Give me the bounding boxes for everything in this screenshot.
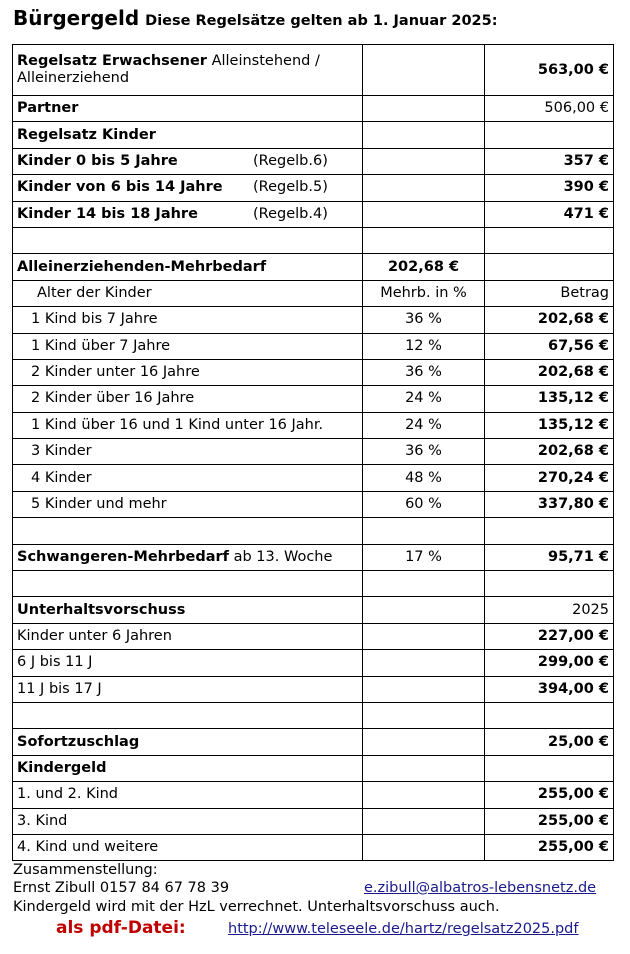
unterhalt-item-label: Kinder unter 6 Jahren (13, 623, 363, 649)
mehrbedarf-value: 202,68 € (363, 254, 485, 280)
row-label (13, 544, 363, 570)
row-label (13, 175, 363, 201)
title-text: Bürgergeld (13, 6, 140, 30)
mehrbedarf-item-pct: 12 % (363, 333, 485, 359)
table-row (13, 729, 614, 755)
empty-cell (363, 571, 485, 597)
empty-cell (363, 122, 485, 148)
kinder-14-18-value: 471 € (485, 201, 614, 227)
spacer-row (13, 227, 614, 253)
empty-cell (485, 122, 614, 148)
mehrbedarf-item-label: 1 Kind über 16 und 1 Kind unter 16 Jahr. (13, 412, 363, 438)
kinder-header: Regelsatz Kinder (13, 122, 363, 148)
erwachsener-rest: Alleinstehend / Alleinerziehend (17, 53, 320, 86)
empty-cell (363, 782, 485, 808)
unterhalt-item-value: 227,00 € (485, 623, 614, 649)
empty-cell (363, 808, 485, 834)
unterhalt-item-label: 11 J bis 17 J (13, 676, 363, 702)
mehrbedarf-item-label: 5 Kinder und mehr (13, 491, 363, 517)
col-betrag: Betrag (485, 280, 614, 306)
table-row (13, 122, 614, 148)
empty-cell (363, 755, 485, 781)
table-row (13, 359, 614, 385)
table-row (13, 676, 614, 702)
regelsatz-table (12, 44, 614, 861)
empty-cell (485, 254, 614, 280)
table-row (13, 439, 614, 465)
mehrbedarf-item-value: 202,68 € (485, 359, 614, 385)
table-row (13, 465, 614, 491)
empty-cell (485, 702, 614, 728)
subtitle-text: Diese Regelsätze gelten ab 1. Januar 2025: (145, 13, 498, 29)
mehrbedarf-item-pct: 48 % (363, 465, 485, 491)
row-label (13, 201, 363, 227)
table-row (13, 755, 614, 781)
regelbedarf-ref: (Regelb.4) (253, 205, 328, 222)
empty-cell (363, 676, 485, 702)
schwanger-rest: ab 13. Woche (233, 548, 333, 565)
mehrbedarf-item-pct: 36 % (363, 439, 485, 465)
mehrbedarf-item-label: 1 Kind über 7 Jahre (13, 333, 363, 359)
spacer-row (13, 518, 614, 544)
empty-cell (13, 702, 363, 728)
partner-label: Partner (13, 96, 363, 122)
row-label (13, 148, 363, 174)
mehrbedarf-item-pct: 24 % (363, 412, 485, 438)
empty-cell (13, 227, 363, 253)
table-row (13, 386, 614, 412)
spacer-row (13, 571, 614, 597)
mehrbedarf-item-value: 337,80 € (485, 491, 614, 517)
empty-cell (485, 227, 614, 253)
empty-cell (363, 597, 485, 623)
footer-note: Kindergeld wird mit der HzL verrechnet. Unterhaltsvorschuss auch. (13, 899, 500, 915)
partner-value: 506,00 € (485, 96, 614, 122)
column-header-row (13, 280, 614, 306)
empty-cell (13, 571, 363, 597)
footer-contact: Ernst Zibull 0157 84 67 78 39 (13, 880, 230, 896)
table-row (13, 254, 614, 280)
table-row (13, 650, 614, 676)
empty-cell (363, 201, 485, 227)
table-row (13, 96, 614, 122)
mehrbedarf-item-value: 202,68 € (485, 307, 614, 333)
pdf-label: als pdf-Datei: (56, 918, 186, 938)
pdf-link[interactable]: http://www.teleseele.de/hartz/regelsatz2025.pdf (228, 921, 579, 937)
col-alter: Alter der Kinder (13, 280, 363, 306)
table-row (13, 412, 614, 438)
mehrbedarf-item-value: 135,12 € (485, 386, 614, 412)
empty-cell (363, 650, 485, 676)
table-row (13, 201, 614, 227)
email-link[interactable]: e.zibull@albatros-lebensnetz.de (364, 880, 597, 896)
empty-cell (13, 518, 363, 544)
mehrbedarf-item-pct: 36 % (363, 307, 485, 333)
kindergeld-item-label: 1. und 2. Kind (13, 782, 363, 808)
table-row (13, 808, 614, 834)
kinder-0-5-label: Kinder 0 bis 5 Jahre (17, 152, 178, 169)
table-row (13, 45, 614, 96)
empty-cell (363, 518, 485, 544)
kindergeld-item-value: 255,00 € (485, 782, 614, 808)
mehrbedarf-item-value: 270,24 € (485, 465, 614, 491)
empty-cell (363, 702, 485, 728)
kindergeld-item-value: 255,00 € (485, 834, 614, 860)
mehrbedarf-item-pct: 36 % (363, 359, 485, 385)
page-title (13, 6, 498, 30)
schwanger-pct: 17 % (363, 544, 485, 570)
unterhalt-header: Unterhaltsvorschuss (13, 597, 363, 623)
empty-cell (363, 96, 485, 122)
table-row (13, 834, 614, 860)
unterhalt-item-label: 6 J bis 11 J (13, 650, 363, 676)
footer-compiled-by: Zusammenstellung: (13, 862, 158, 878)
empty-cell (485, 755, 614, 781)
mehrbedarf-item-label: 3 Kinder (13, 439, 363, 465)
mehrbedarf-item-label: 4 Kinder (13, 465, 363, 491)
empty-cell (363, 227, 485, 253)
empty-cell (363, 729, 485, 755)
row-label (13, 45, 363, 96)
table-row (13, 623, 614, 649)
kinder-6-14-label: Kinder von 6 bis 14 Jahre (17, 179, 223, 196)
table-row (13, 491, 614, 517)
mehrbedarf-item-label: 1 Kind bis 7 Jahre (13, 307, 363, 333)
col-mehrb: Mehrb. in % (363, 280, 485, 306)
kindergeld-item-value: 255,00 € (485, 808, 614, 834)
schwanger-value: 95,71 € (485, 544, 614, 570)
unterhalt-item-value: 299,00 € (485, 650, 614, 676)
mehrbedarf-item-value: 67,56 € (485, 333, 614, 359)
empty-cell (363, 623, 485, 649)
regelbedarf-ref: (Regelb.5) (253, 179, 328, 196)
empty-cell (363, 175, 485, 201)
table-row (13, 333, 614, 359)
kinder-0-5-value: 357 € (485, 148, 614, 174)
mehrbedarf-item-value: 202,68 € (485, 439, 614, 465)
empty-cell (485, 571, 614, 597)
empty-cell (485, 518, 614, 544)
kindergeld-item-label: 4. Kind und weitere (13, 834, 363, 860)
table-row (13, 597, 614, 623)
empty-cell (363, 148, 485, 174)
mehrbedarf-label: Alleinerziehenden-Mehrbedarf (13, 254, 363, 280)
sofort-value: 25,00 € (485, 729, 614, 755)
mehrbedarf-item-pct: 60 % (363, 491, 485, 517)
unterhalt-year: 2025 (485, 597, 614, 623)
schwanger-bold: Schwangeren-Mehrbedarf (17, 548, 229, 565)
empty-cell (363, 834, 485, 860)
mehrbedarf-item-pct: 24 % (363, 386, 485, 412)
table-row (13, 175, 614, 201)
spacer-row (13, 702, 614, 728)
empty-cell (363, 45, 485, 96)
table-row (13, 148, 614, 174)
mehrbedarf-item-label: 2 Kinder unter 16 Jahre (13, 359, 363, 385)
kinder-6-14-value: 390 € (485, 175, 614, 201)
erwachsener-value: 563,00 € (485, 45, 614, 96)
mehrbedarf-item-label: 2 Kinder über 16 Jahre (13, 386, 363, 412)
erwachsener-bold: Regelsatz Erwachsener (17, 53, 207, 69)
kinder-14-18-label: Kinder 14 bis 18 Jahre (17, 205, 198, 222)
sofort-label: Sofortzuschlag (13, 729, 363, 755)
table-row (13, 307, 614, 333)
kindergeld-item-label: 3. Kind (13, 808, 363, 834)
kindergeld-header: Kindergeld (13, 755, 363, 781)
regelbedarf-ref: (Regelb.6) (253, 152, 328, 169)
mehrbedarf-item-value: 135,12 € (485, 412, 614, 438)
table-row (13, 782, 614, 808)
unterhalt-item-value: 394,00 € (485, 676, 614, 702)
table-row (13, 544, 614, 570)
